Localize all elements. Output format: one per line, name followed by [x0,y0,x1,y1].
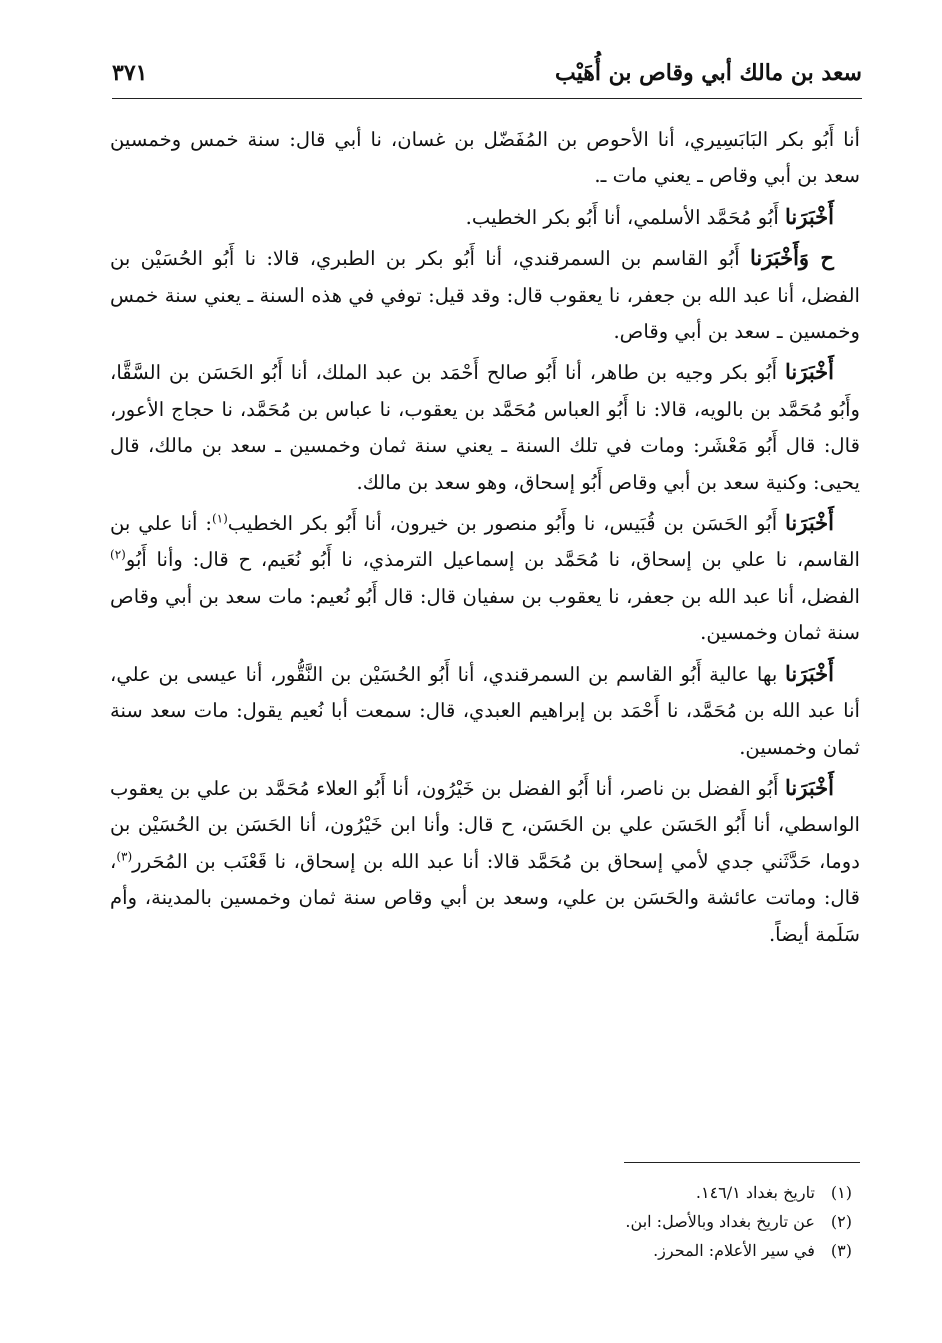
page-number: ٣٧١ [112,60,148,86]
footnote-text: عن تاريخ بغداد وبالأصل: ابن. [625,1212,815,1231]
footnote-text: في سير الأعلام: المحرز. [653,1241,815,1260]
footnote-number: (١) [830,1183,852,1202]
paragraph-lead: أَخْبَرَنا [785,359,834,385]
paragraph-text: الفضل، أنا عبد الله بن جعفر، نا يعقوب بن سفيان قال: قال أَبُو نُعيم: مات سعد بن أبي وقاص سنة ثمان وخمسين. [110,584,860,645]
paragraph-lead: أَخْبَرَنا [785,660,834,686]
paragraph-text: أَبُو الفضل بن ناصر، أنا أَبُو الفضل بن خَيْرُون، أنا أَبُو العلاء مُحَمَّد بن علي بن يعقوب الواسطي، أنا أَبُو الحَسَن علي بن الحَسَن، ح قال: وأنا ابن خَيْرُون، أنا الحَسَن بن الحُسَيْن بن دوما، حَدَّثَني جدي لأمي إسحاق بن مُحَمَّد قالا: أنا عبد الله بن إسحاق، نا قَعْنَب بن المُحَرر [110,776,860,873]
paragraph-5 [110,505,860,652]
footnote-divider [624,1162,860,1163]
paragraph-2 [110,199,860,236]
paragraph-7 [110,770,860,953]
footnote-1 [110,1178,852,1207]
paragraph-text: أَبُو القاسم بن السمرقندي، أنا أَبُو بكر بن الطبري، قالا: نا أَبُو الحُسَيْن بن الفضل، أنا عبد الله بن جعفر، نا يعقوب قال: وقد قيل: توفي في هذه السنة ـ يعني سنة خمس وخمسين ـ سعد بن أبي وقاص. [110,247,860,344]
paragraph-text: أَبُو الحَسَن بن قُبَيس، نا وأَبُو منصور بن خيرون، أنا أَبُو بكر الخطيب [227,512,778,536]
paragraph-text: ، قال: وماتت عائشة والحَسَن بن علي، وسعد بن أبي وقاص سنة ثمان وخمسين بالمدينة، وأم سَلَمة أيضاً. [110,849,860,946]
paragraph-4 [110,354,860,501]
footnote-number: (٢) [830,1212,852,1231]
footnote-3 [110,1236,852,1265]
main-text [110,122,860,957]
paragraph-lead: أَخْبَرَنا [785,203,834,229]
paragraph-text: بها عالية أَبُو القاسم بن السمرقندي، أنا أَبُو الحُسَيْن بن النَّقُّور، أنا عيسى بن علي، أنا عبد الله بن مُحَمَّد، نا أَحْمَد بن إبراهيم العبدي، قال: سمعت أبا نُعيم يقول: مات سعد سنة ثمان وخمسين. [110,662,860,759]
paragraph-lead: أَخْبَرَنا [785,774,834,800]
paragraph-text: أَبُو مُحَمَّد الأسلمي، أنا أَبُو بكر الخطيب. [465,205,779,229]
footnote-text: تاريخ بغداد ١٤٦/١. [695,1183,815,1202]
paragraph-6 [110,656,860,766]
paragraph-lead: ح وَأَخْبَرَنا [749,245,834,271]
footnote-2 [110,1207,852,1236]
footnote-number: (٣) [830,1241,852,1260]
footnote-mark-3[interactable]: (٣) [116,849,133,864]
page-header [112,56,862,99]
paragraph-lead: أَخْبَرَنا [785,510,834,536]
paragraph-1 [110,122,860,195]
paragraph-3 [110,240,860,350]
footnotes [110,1178,852,1265]
running-title: سعد بن مالك أبي وقاص بن أُهَيْب [555,60,862,86]
paragraph-text: أنا أَبُو بكر البَابَسِيري، أنا الأحوص بن المُفَضّل بن غسان، نا أبي قال: سنة خمس وخمسين سعد بن أبي وقاص ـ يعني مات ـ. [110,128,860,188]
paragraph-text: : أنا علي بن القاسم، نا علي بن إسحاق، نا مُحَمَّد بن إسماعيل الترمذي، نا أَبُو نُعَيم، ح قال: وأنا أَبُو [110,512,860,572]
footnote-mark-2[interactable]: (٢) [110,547,126,562]
footnote-mark-1[interactable]: (١) [211,511,228,526]
paragraph-text: أَبُو بكر وجيه بن طاهر، أنا أَبُو صالح أَحْمَد بن عبد الملك، أنا أَبُو الحَسَن بن السَّقَّا، وأَبُو مُحَمَّد بن بالويه، قالا: نا أَبُو العباس مُحَمَّد بن يعقوب، نا عباس بن مُحَمَّد، نا حجاج الأعور، قال: قال أَبُو مَعْشَر: ومات في تلك السنة ـ يعني سنة ثمان وخمسين ـ سعد بن مالك، قال يحيى: وكنية سعد بن أبي وقاص أَبُو إسحاق، وهو سعد بن مالك. [110,361,860,494]
